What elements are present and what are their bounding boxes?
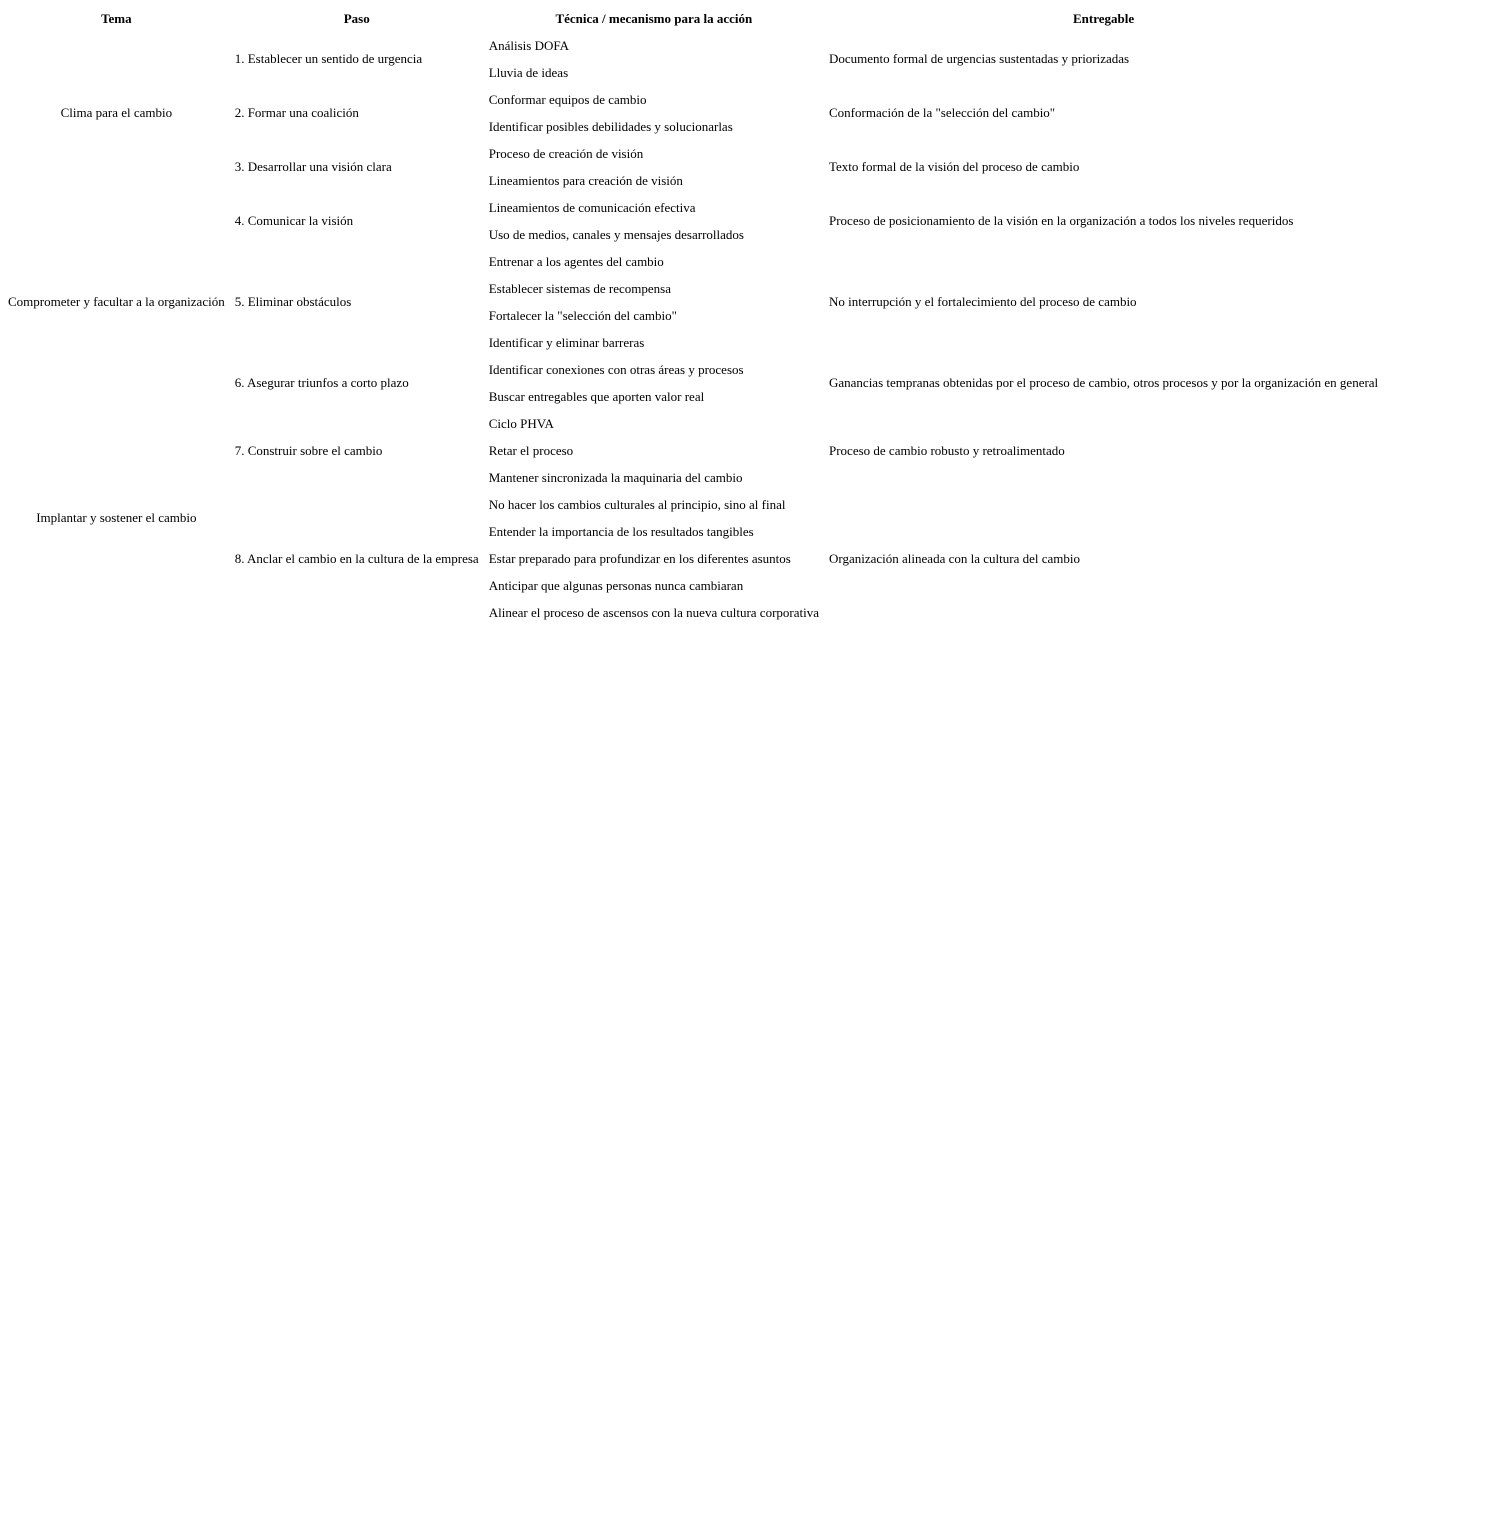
tecnica-cell: Uso de medios, canales y mensajes desarrollados bbox=[488, 226, 744, 242]
paso-cell: 3. Desarrollar una visión clara bbox=[234, 159, 392, 174]
header-entregable: Entregable bbox=[1073, 10, 1135, 26]
header-tema: Tema bbox=[101, 10, 132, 26]
header-row bbox=[4, 6, 1382, 31]
entregable-cell: No interrupción y el fortalecimiento del proceso de cambio bbox=[829, 294, 1137, 309]
table-row bbox=[4, 33, 1382, 58]
paso-cell: 6. Asegurar triunfos a corto plazo bbox=[234, 375, 409, 390]
tecnica-cell: Estar preparado para profundizar en los diferentes asuntos bbox=[488, 550, 791, 566]
entregable-cell: Documento formal de urgencias sustentadas y priorizadas bbox=[829, 51, 1130, 66]
tecnica-cell: Identificar y eliminar barreras bbox=[488, 334, 645, 350]
tecnica-cell: Alinear el proceso de ascensos con la nueva cultura corporativa bbox=[488, 604, 819, 620]
tecnica-cell: Mantener sincronizada la maquinaria del cambio bbox=[488, 469, 743, 485]
table-row bbox=[4, 411, 1382, 436]
tecnica-cell: Fortalecer la "selección del cambio" bbox=[488, 307, 677, 323]
tecnica-cell: Conformar equipos de cambio bbox=[488, 91, 647, 107]
tecnica-cell: Lineamientos para creación de visión bbox=[488, 172, 683, 188]
entregable-cell: Organización alineada con la cultura del cambio bbox=[829, 550, 1080, 566]
tecnica-cell: Anticipar que algunas personas nunca cambiaran bbox=[488, 577, 744, 593]
tema-cell: Clima para el cambio bbox=[60, 105, 173, 120]
tecnica-cell: No hacer los cambios culturales al principio, sino al final bbox=[488, 496, 786, 512]
tecnica-cell: Lineamientos de comunicación efectiva bbox=[488, 199, 696, 215]
table-row bbox=[4, 195, 1382, 220]
tecnica-cell: Ciclo PHVA bbox=[488, 415, 554, 431]
paso-cell: 7. Construir sobre el cambio bbox=[234, 442, 383, 458]
entregable-cell: Conformación de la "selección del cambio" bbox=[829, 105, 1056, 120]
tecnica-cell: Retar el proceso bbox=[488, 442, 574, 458]
tecnica-cell: Identificar posibles debilidades y solucionarlas bbox=[488, 118, 733, 134]
entregable-cell: Proceso de cambio robusto y retroalimentado bbox=[829, 442, 1065, 458]
entregable-cell: Texto formal de la visión del proceso de cambio bbox=[829, 159, 1080, 174]
tecnica-cell: Análisis DOFA bbox=[488, 37, 570, 53]
tecnica-cell: Identificar conexiones con otras áreas y procesos bbox=[488, 361, 744, 377]
tema-cell: Implantar y sostener el cambio bbox=[36, 510, 197, 525]
tecnica-cell: Entrenar a los agentes del cambio bbox=[488, 253, 664, 269]
header-paso: Paso bbox=[343, 10, 370, 26]
paso-cell: 1. Establecer un sentido de urgencia bbox=[234, 51, 423, 66]
entregable-cell: Ganancias tempranas obtenidas por el proceso de cambio, otros procesos y por la organización en general bbox=[829, 375, 1379, 390]
paso-cell: 4. Comunicar la visión bbox=[234, 213, 354, 228]
entregable-cell: Proceso de posicionamiento de la visión en la organización a todos los niveles requeridos bbox=[829, 213, 1294, 228]
tecnica-cell: Proceso de creación de visión bbox=[488, 145, 644, 161]
tecnica-cell: Lluvia de ideas bbox=[488, 64, 569, 80]
paso-cell: 2. Formar una coalición bbox=[234, 105, 359, 120]
change-process-table bbox=[2, 4, 1384, 627]
tecnica-cell: Establecer sistemas de recompensa bbox=[488, 280, 672, 296]
tema-cell: Comprometer y facultar a la organización bbox=[8, 294, 225, 309]
tecnica-cell: Entender la importancia de los resultados tangibles bbox=[488, 523, 754, 539]
paso-cell: 8. Anclar el cambio en la cultura de la empresa bbox=[234, 550, 479, 566]
paso-cell: 5. Eliminar obstáculos bbox=[234, 294, 352, 309]
tecnica-cell: Buscar entregables que aporten valor real bbox=[488, 388, 705, 404]
header-tecnica: Técnica / mecanismo para la acción bbox=[555, 10, 753, 26]
